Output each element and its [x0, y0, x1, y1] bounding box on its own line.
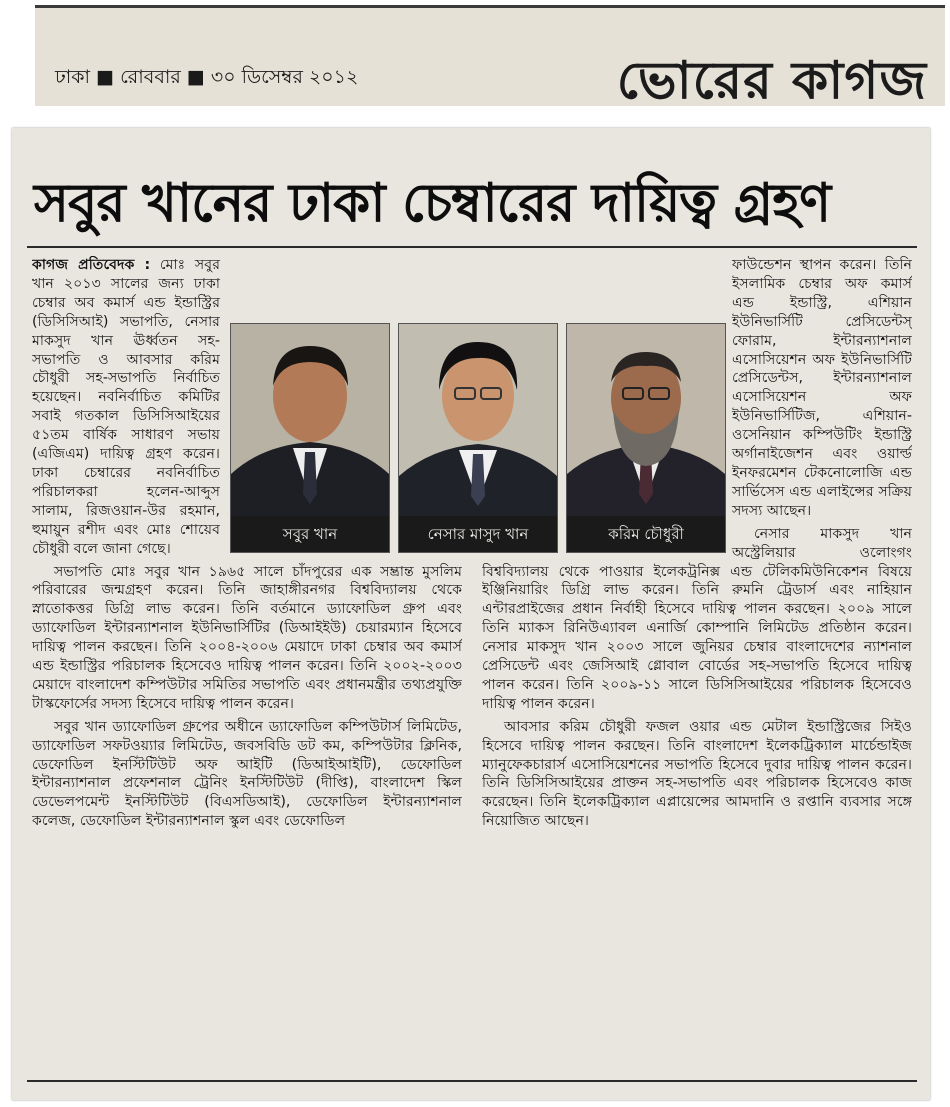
newspaper-masthead: [35, 5, 945, 111]
portrait-image: [399, 324, 557, 516]
portrait-image: [567, 324, 725, 516]
photo-caption: সবুর খান: [231, 516, 389, 552]
paragraph: নেসার মাকসুদ খান অস্ট্রেলিয়ার ওলোংগং বিশ্ববিদ্যালয় থেকে পাওয়ার ইলেকট্রনিক্স এন্ড টেলিকমিউনিকেশন বিষয়ে ইঞ্জিনিয়ারিং ডিগ্রি লাভ করেন। তিনি রুমনি ট্রেডার্স এবং নাহিয়ান এন্টারপ্রাইজের প্রধান নির্বাহী হিসেবে দায়িত্ব পালন করছেন। ২০০৯ সালে তিনি ম্যাকস রিনিউএ্যাবল এনার্জি কোম্পানি লিমিটেড প্রতিষ্ঠান করেন। নেসার মাকসুদ খান ২০০৩ সালে জুনিয়র চেম্বার বাংলাদেশের ন্যাশনাল প্রেসিডেন্ট এবং জেসিআই গ্লোবাল বোর্ডের সহ-সভাপতি হিসেবে দায়িত্ব পালন করেন। তিনি ২০০৯-১১ সালে ডিসিসিআইয়ের পরিচালক হিসেবেও দায়িত্ব পালন করেন।: [482, 525, 912, 712]
photo-caption: করিম চৌধুরী: [567, 516, 725, 552]
dateline: ঢাকা ■ রোববার ■ ৩০ ডিসেম্বর ২০১২: [55, 66, 359, 88]
byline: কাগজ প্রতিবেদক :: [32, 257, 151, 273]
paragraph: সবুর খান ড্যাফোডিল গ্রুপের অধীনে ড্যাফোডিল কম্পিউটার্স লিমিটেড, ড্যাফোডিল সফটওয়্যার লিমিটেড, জবসবিডি ডট কম, কম্পিউটার ক্লিনিক, ডেফোডিল ইনস্টিটিউট অফ আইটি (ডিআইআইটি), ডেফোডিল ইন্টারন্যাশনাল প্রফেশনাল ট্রেনিং ইনস্টিটিউট (দীপ্তি), বাংলাদেশ স্কিল ডেভেলপমেন্ট ইনস্টিটিউট (বিএসডিআই), ডেফোডিল ইন্টারন্যাশনাল কলেজ, ডেফোডিল ইন্টারন্যাশনাল স্কুল এবং ডেফোডিল: [32, 718, 462, 830]
article-headline: সবুর খানের ঢাকা চেম্বারের দায়িত্ব গ্রহণ: [34, 173, 831, 234]
bottom-divider: [27, 1080, 917, 1082]
portrait-photo: [566, 323, 726, 553]
photo-caption: নেসার মাসুদ খান: [399, 516, 557, 552]
headline-divider: [27, 246, 917, 248]
portrait-photo: [230, 323, 390, 553]
paragraph: মোঃ সবুর খান ২০১৩ সালের জন্য ঢাকা চেম্বার অব কমার্স এন্ড ইন্ডাস্ট্রির (ডিসিসিআই) সভাপতি, নেসার মাকসুদ খান ঊর্ধ্বতন সহ-সভাপতি ও আবসার করিম চৌধুরী সহ-সভাপতি নির্বাচিত হয়েছেন। নবনির্বাচিত কমিটির সবাই গতকাল ডিসিসিআইয়ের ৫১তম বার্ষিক সাধারণ সভায় (এজিএম) দায়িত্ব গ্রহণ করেন। ঢাকা চেম্বারের নবনির্বাচিত পরিচালকরা হলেন-আব্দুস সালাম, রিজওয়ান-উর রহমান, হুমায়ুন রশীদ এবং মোঃ শোয়েব চৌধুরী বলে জানা গেছে।: [32, 257, 220, 557]
paragraph: আবসার করিম চৌধুরী ফজল ওয়ার এন্ড মেটাল ইন্ডাস্ট্রিজের সিইও হিসেবে দায়িত্ব পালন করছেন। তিনি বাংলাদেশ ইলেকট্রিক্যাল মার্চেন্ডাইজ ম্যানুফেকচারার্স এসোসিয়েশনের সভাপতি হিসেবে দুবার দায়িত্ব পালন করেন। তিনি ডিসিসিআইয়ের প্রাক্তন সহ-সভাপতি এবং পরিচালক হিসেবেও কাজ করেছেন। তিনি ইলেকট্রিক্যাল এপ্লায়েন্সের আমদানি ও রপ্তানি ব্যবসার সঙ্গে নিয়োজিত আছেন।: [482, 718, 912, 830]
paragraph: সভাপতি মোঃ সবুর খান ১৯৬৫ সালে চাঁদপুরের এক সম্ভ্রান্ত মুসলিম পরিবারের জন্মগ্রহণ করেন। তিনি জাহাঙ্গীরনগর বিশ্ববিদ্যালয় থেকে স্নাতোকত্তর ডিগ্রি লাভ করেন। তিনি বর্তমানে ড্যাফোডিল গ্রুপ এবং ড্যাফোডিল ইন্টারন্যাশনাল ইউনিভার্সিটির (ডিআইইউ) চেয়ারম্যান হিসেবে দায়িত্ব পালন করছেন। তিনি ২০০৪-২০০৬ মেয়াদে ঢাকা চেম্বার অব কমার্স এন্ড ইন্ডাস্ট্রির পরিচালক হিসেবেও দায়িত্ব পালন করেন। তিনি ২০০২-২০০৩ মেয়াদে বাংলাদেশ কম্পিউটার সমিতির সভাপতি এবং প্রধানমন্ত্রীর তথ্যপ্রযুক্তি টাস্কফোর্সের সদস্য হিসেবে দায়িত্ব পালন করেন।: [32, 563, 462, 712]
portrait-photo: [398, 323, 558, 553]
portrait-photos: [230, 323, 726, 553]
paragraph: ফাউন্ডেশন স্থাপন করেন। তিনি ইসলামিক চেম্বার অফ কমার্স এন্ড ইন্ডাস্ট্রি, এশিয়ান ইউনিভার্সিটি প্রেসিডেন্টস্ ফোরাম, ইন্টারন্যাশনাল এসোসিয়েশন অফ ইউনিভার্সিটি প্রেসিডেন্টস, ইন্টারন্যাশনাল এসোসিয়েশন অফ ইউনিভার্সিটিজ, এশিয়ান-ওসেনিয়ান কম্পিউটিং ইন্ডাস্ট্রি অর্গানাইজেশন এবং ওয়ার্ল্ড ইনফরমেশন টেকনোলোজি এন্ড সার্ভিসেস এন্ড এলাইন্সের সক্রিয় সদস্য আছেন।: [732, 257, 912, 519]
portrait-image: [231, 324, 389, 516]
article-clipping: [12, 128, 930, 1100]
newspaper-logo: ভোরের কাগজ: [616, 50, 927, 111]
